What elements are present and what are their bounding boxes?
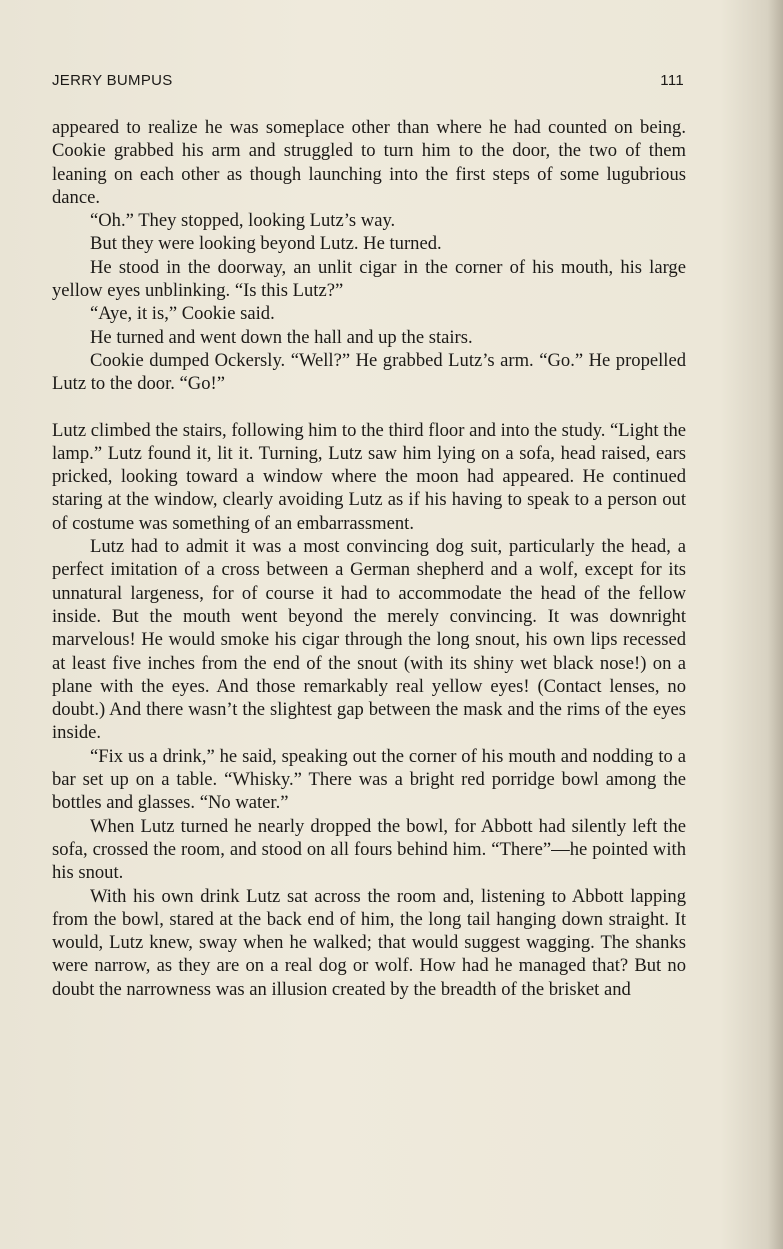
paragraph: But they were looking beyond Lutz. He turned. [90, 233, 442, 255]
paragraph: “Aye, it is,” Cookie said. [90, 303, 275, 325]
paragraph: Lutz had to admit it was a most convincing dog suit, particularly the head, a perfect imitation of a cross between a German shepherd and a wolf, except for its unnatural largeness, for of course it had to accommodate the head of the fellow inside. But the mouth went beyond the merely convincing. It was downright marvelous! He would smoke his cigar through the long snout, his own lips recessed at least five inches from the end of the snout (with its shiny wet black nose!) on a plane with the eyes. And those remarkably real yellow eyes! (Contact lenses, no doubt.) And there wasn’t the slightest gap between the mask and the rims of the eyes inside. [52, 536, 686, 744]
running-header [52, 72, 684, 89]
page-number: 111 [660, 72, 684, 89]
paragraph: With his own drink Lutz sat across the room and, listening to Abbott lapping from the bowl, stared at the back end of him, the long tail hanging down straight. It would, Lutz knew, sway when he walked; that would suggest wagging. The shanks were narrow, as they are on a real dog or wolf. How had he managed that? But no doubt the narrowness was an illusion created by the breadth of the brisket and [52, 885, 686, 1000]
paragraph: When Lutz turned he nearly dropped the bowl, for Abbott had silently left the sofa, crossed the room, and stood on all fours behind him. “There”—he pointed with his snout. [52, 815, 686, 884]
paragraph: “Fix us a drink,” he said, speaking out the corner of his mouth and nodding to a bar set up on a table. “Whisky.” There was a bright red porridge bowl among the bottles and glasses. “No water.” [52, 745, 686, 814]
paragraph: He stood in the doorway, an unlit cigar in the corner of his mouth, his large yellow eyes unblinking. “Is this Lutz?” [52, 256, 686, 302]
paragraph: “Oh.” They stopped, looking Lutz’s way. [90, 210, 396, 232]
body-text [52, 116, 686, 1001]
running-header-author: JERRY BUMPUS [52, 72, 173, 89]
paragraph: appeared to realize he was someplace other than where he had counted on being. Cookie grabbed his arm and struggled to turn him to the door, the two of them leaning on each other as though launching into the first steps of some lugubrious dance. [52, 117, 686, 208]
paragraph-section-start: Lutz climbed the stairs, following him to the third floor and into the study. “Light the lamp.” Lutz found it, lit it. Turning, Lutz saw him lying on a sofa, head raised, ears pricked, looking toward a window where the moon had appeared. He continued staring at the window, clearly avoiding Lutz as if his having to speak to a person out of costume was something of an embarrassment. [52, 419, 686, 534]
paragraph: He turned and went down the hall and up the stairs. [90, 326, 473, 348]
paragraph: Cookie dumped Ockersly. “Well?” He grabbed Lutz’s arm. “Go.” He propelled Lutz to the door. “Go!” [52, 349, 686, 395]
